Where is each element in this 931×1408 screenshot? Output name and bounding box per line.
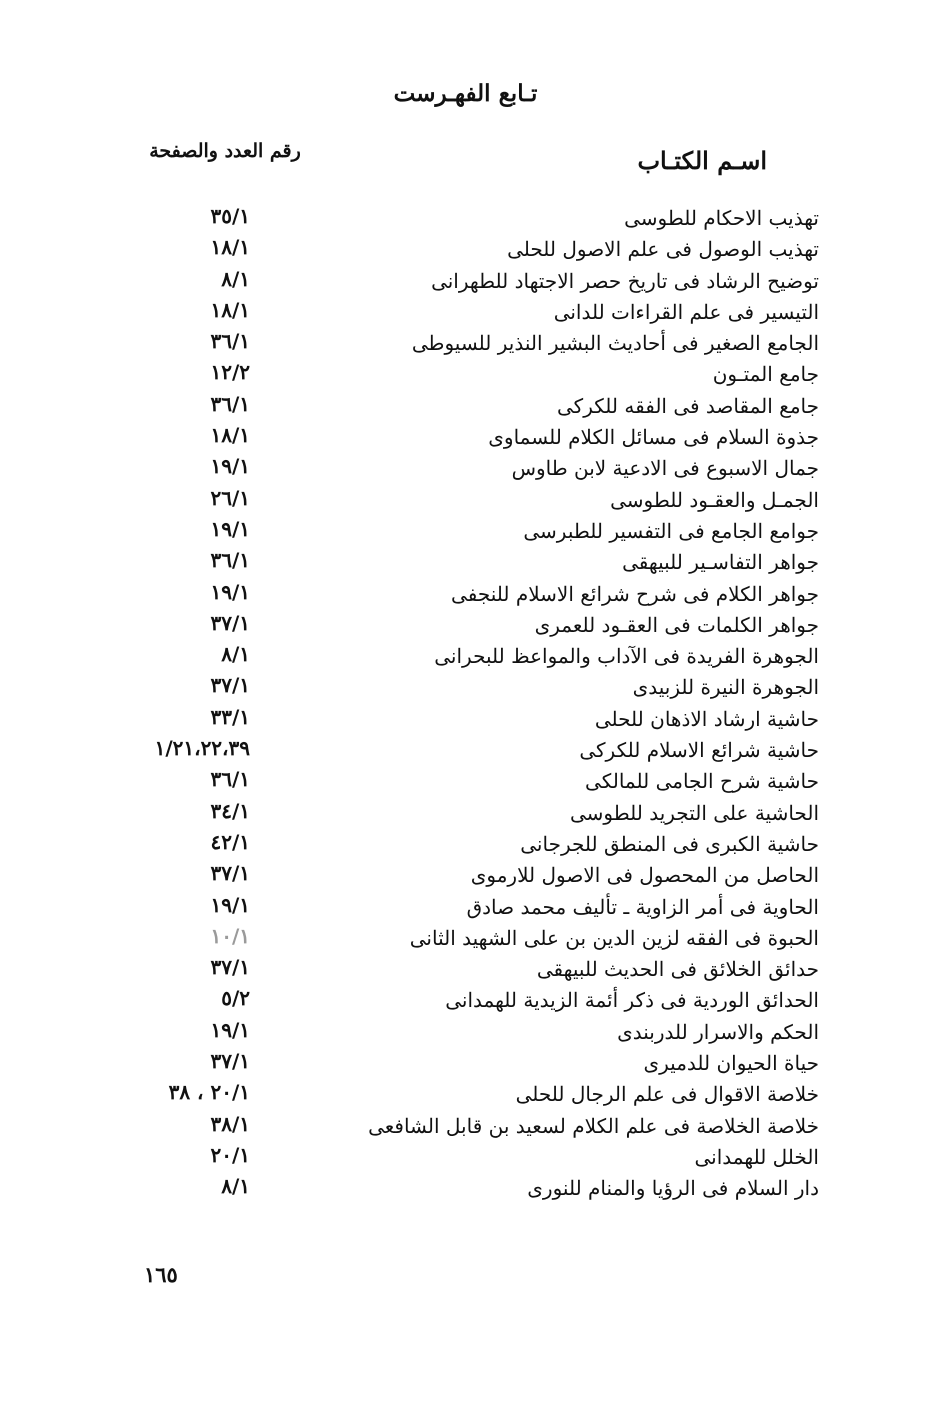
- entry-book-title: جواهر التفاسـير للبيهقى: [622, 550, 819, 575]
- entry-issue-page-ref: ١٩/١: [210, 516, 250, 541]
- index-entries-list: [0, 200, 931, 1202]
- entry-book-title: خلاصة الخلاصة فى علم الكلام لسعيد بن قابل الشافعى: [368, 1113, 819, 1138]
- entry-book-title: الجامع الصغير فى أحاديث البشير النذير للسيوطى: [411, 331, 819, 356]
- index-entry: [0, 920, 931, 951]
- index-entry: [0, 1014, 931, 1045]
- page-number: ١٦٥: [144, 1262, 178, 1287]
- entry-issue-page-ref: ١٩/١: [210, 1017, 250, 1042]
- entry-issue-page-ref: ٢٠/١ ، ٣٨: [168, 1080, 250, 1105]
- entry-issue-page-ref: ٣٦/١: [210, 767, 250, 792]
- column-header-book-name: اسـم الكتـاب: [637, 146, 767, 175]
- entry-book-title: الجوهرة النيرة للزبيدى: [632, 675, 819, 700]
- entry-issue-page-ref: ٤٢/١: [210, 829, 250, 854]
- index-entry: [0, 763, 931, 794]
- entry-book-title: الحدائق الوردية فى ذكر أئمة الزيدية للهمدانى: [445, 988, 819, 1013]
- entry-issue-page-ref: ٢٠/١: [210, 1142, 250, 1167]
- entry-issue-page-ref: ١٩/١: [210, 892, 250, 917]
- index-entry: [0, 857, 931, 888]
- index-entry: [0, 1045, 931, 1076]
- index-entry: [0, 200, 931, 231]
- entry-book-title: الجمـل والعقـود للطوسى: [610, 487, 819, 512]
- entry-book-title: جذوة السلام فى مسائل الكلام للسماوى: [488, 425, 819, 450]
- entry-issue-page-ref: ٣٧/١: [210, 1049, 250, 1074]
- index-entry: [0, 826, 931, 857]
- index-entry: [0, 1108, 931, 1139]
- entry-book-title: الحكم والاسرار للدربندى: [617, 1019, 819, 1044]
- entry-book-title: تهذيب الوصول فى علم الاصول للحلى: [507, 237, 819, 262]
- entry-book-title: تهذيب الاحكام للطوسى: [624, 206, 819, 230]
- entry-issue-page-ref: ١٨/١: [210, 297, 250, 322]
- index-entry: [0, 669, 931, 700]
- entry-book-title: حدائق الخلائق فى الحديث للبيهقى: [536, 957, 819, 982]
- entry-book-title: الحبوة فى الفقه لزين الدين بن على الشهيد الثانى: [409, 925, 819, 950]
- column-header-issue-page: رقم العدد والصفحة: [149, 140, 301, 162]
- entry-book-title: الحاصل من المحصول فى الاصول للارموى: [470, 863, 819, 888]
- index-entry: [0, 482, 931, 513]
- entry-book-title: حاشية شرائع الاسلام للكركى: [579, 738, 819, 763]
- page-title: تـابع الفهـرست: [393, 80, 538, 107]
- entry-book-title: حياة الحيوان للدميرى: [643, 1051, 819, 1076]
- entry-book-title: حاشية شرح الجامى للمالكى: [585, 769, 819, 794]
- index-entry: [0, 263, 931, 294]
- entry-issue-page-ref: ٨/١: [221, 642, 250, 667]
- index-entry: [0, 982, 931, 1013]
- entry-book-title: الخلل للهمدانى: [694, 1144, 819, 1169]
- entry-issue-page-ref: ٣٧/١: [210, 955, 250, 980]
- entry-book-title: خلاصة الاقوال فى علم الرجال للحلى: [515, 1082, 819, 1107]
- entry-book-title: دار السلام فى الرؤيا والمنام للنورى: [527, 1176, 819, 1201]
- entry-issue-page-ref: ٨/١: [221, 266, 250, 291]
- entry-book-title: جمال الاسبوع فى الادعية لابن طاوس: [511, 456, 819, 481]
- entry-book-title: جامع المقاصد فى الفقه للكركى: [557, 393, 819, 418]
- index-entry: [0, 294, 931, 325]
- entry-issue-page-ref: ١٨/١: [210, 423, 250, 448]
- entry-issue-page-ref: ٣٧/١: [210, 610, 250, 635]
- entry-book-title: الجوهرة الفريدة فى الآداب والمواعظ للبحرانى: [434, 644, 819, 669]
- entry-book-title: الحاوية فى أمر الزاوية ـ تأليف محمد صادق: [466, 894, 819, 919]
- entry-issue-page-ref: ١/٢١،٢٢،٣٩: [154, 736, 250, 761]
- index-entry: [0, 889, 931, 920]
- entry-issue-page-ref: ٣٥/١: [210, 204, 250, 228]
- entry-issue-page-ref: ١٠/١: [210, 923, 250, 948]
- entry-book-title: جوامع الجامع فى التفسير للطبرسى: [523, 518, 819, 543]
- index-entry: [0, 513, 931, 544]
- entry-book-title: التيسير فى علم القراءات للدانى: [553, 299, 819, 324]
- index-entry: [0, 419, 931, 450]
- entry-book-title: جامع المتـون: [712, 362, 819, 387]
- entry-issue-page-ref: ١٩/١: [210, 454, 250, 479]
- entry-book-title: توضيح الرشاد فى تاريخ حصر الاجتهاد للطهرانى: [431, 268, 819, 293]
- index-entry: [0, 732, 931, 763]
- entry-issue-page-ref: ١٨/١: [210, 235, 250, 260]
- entry-issue-page-ref: ٥/٢: [221, 986, 250, 1011]
- index-entry: [0, 795, 931, 826]
- index-entry: [0, 544, 931, 575]
- index-entry: [0, 607, 931, 638]
- entry-issue-page-ref: ١٩/١: [210, 579, 250, 604]
- entry-issue-page-ref: ٣٧/١: [210, 861, 250, 886]
- entry-issue-page-ref: ١٢/٢: [210, 360, 250, 385]
- entry-issue-page-ref: ٣٤/١: [210, 798, 250, 823]
- index-entry: [0, 231, 931, 262]
- entry-book-title: حاشية الكبرى فى المنطق للجرجانى: [520, 831, 819, 856]
- entry-issue-page-ref: ٣٧/١: [210, 673, 250, 698]
- entry-issue-page-ref: ٣٦/١: [210, 391, 250, 416]
- entry-issue-page-ref: ٣٨/١: [210, 1111, 250, 1136]
- entry-issue-page-ref: ٣٦/١: [210, 329, 250, 354]
- entry-book-title: حاشية ارشاد الاذهان للحلى: [594, 706, 819, 731]
- entry-book-title: جواهر الكلام فى شرح شرائع الاسلام للنجفى: [451, 581, 819, 606]
- index-entry: [0, 388, 931, 419]
- entry-issue-page-ref: ٢٦/١: [210, 485, 250, 510]
- index-entry: [0, 325, 931, 356]
- entry-issue-page-ref: ٣٦/١: [210, 548, 250, 573]
- index-entry: [0, 1170, 931, 1201]
- index-entry: [0, 701, 931, 732]
- index-entry: [0, 576, 931, 607]
- entry-book-title: جواهر الكلمات فى العقـود للعمرى: [534, 612, 819, 637]
- entry-issue-page-ref: ٨/١: [221, 1174, 250, 1199]
- entry-issue-page-ref: ٣٣/١: [210, 704, 250, 729]
- index-entry: [0, 450, 931, 481]
- index-entry: [0, 1076, 931, 1107]
- index-entry: [0, 951, 931, 982]
- index-entry: [0, 356, 931, 387]
- index-entry: [0, 1139, 931, 1170]
- entry-book-title: الحاشية على التجريد للطوسى: [569, 800, 819, 825]
- index-entry: [0, 638, 931, 669]
